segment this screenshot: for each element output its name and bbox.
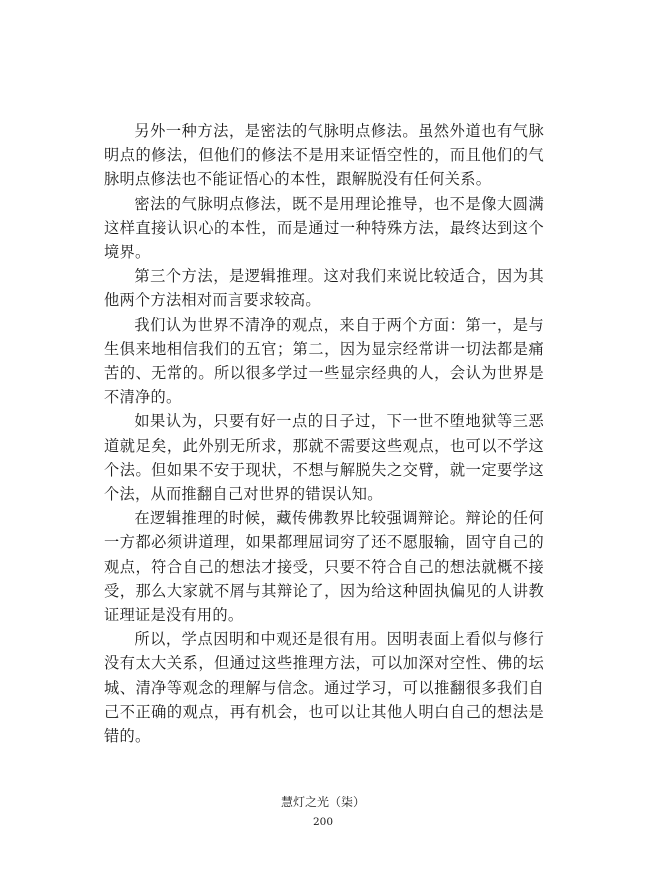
body-text (104, 119, 544, 748)
paragraph-6: 在逻辑推理的时候，藏传佛教界比较强调辩论。辩论的任何一方都必须讲道理，如果都理屈词穷了还不愿服输，固守自己的观点，符合自己的想法才接受，只要不符合自己的想法就概不接受，那么大家就不屑与其辩论了，因为给这种固执偏见的人讲教证理证是没有用的。 (104, 509, 544, 625)
paragraph-1: 另外一种方法，是密法的气脉明点修法。虽然外道也有气脉明点的修法，但他们的修法不是用来证悟空性的，而且他们的气脉明点修法也不能证悟心的本性，跟解脱没有任何关系。 (104, 122, 544, 189)
running-footer-title: 慧灯之光（柒） (280, 795, 365, 809)
paragraph-2: 密法的气脉明点修法，既不是用理论推导，也不是像大圆满这样直接认识心的本性，而是通过一种特殊方法，最终达到这个境界。 (104, 194, 544, 262)
paragraph-7: 所以，学点因明和中观还是很有用。因明表面上看似与修行没有太大关系，但通过这些推理方法，可以加深对空性、佛的坛城、清净等观念的理解与信念。通过学习，可以推翻很多我们自己不正确的观点，再有机会，也可以让其他人明白自己的想法是错的。 (104, 630, 544, 746)
paragraph-3: 第三个方法，是逻辑推理。这对我们来说比较适合，因为其他两个方法相对而言要求较高。 (104, 267, 544, 310)
paragraph-5: 如果认为，只要有好一点的日子过，下一世不堕地狱等三恶道就足矣，此外别无所求，那就不需要这些观点，也可以不学这个法。但如果不安于现状，不想与解脱失之交臂，就一定要学这个法，从而推翻自己对世界的错误认知。 (104, 412, 544, 504)
paragraph-4: 我们认为世界不清净的观点，来自于两个方面：第一，是与生俱来地相信我们的五官；第二，因为显宗经常讲一切法都是痛苦的、无常的。所以很多学过一些显宗经典的人，会认为世界是不清净的。 (104, 315, 544, 407)
page-number: 200 (312, 816, 334, 828)
